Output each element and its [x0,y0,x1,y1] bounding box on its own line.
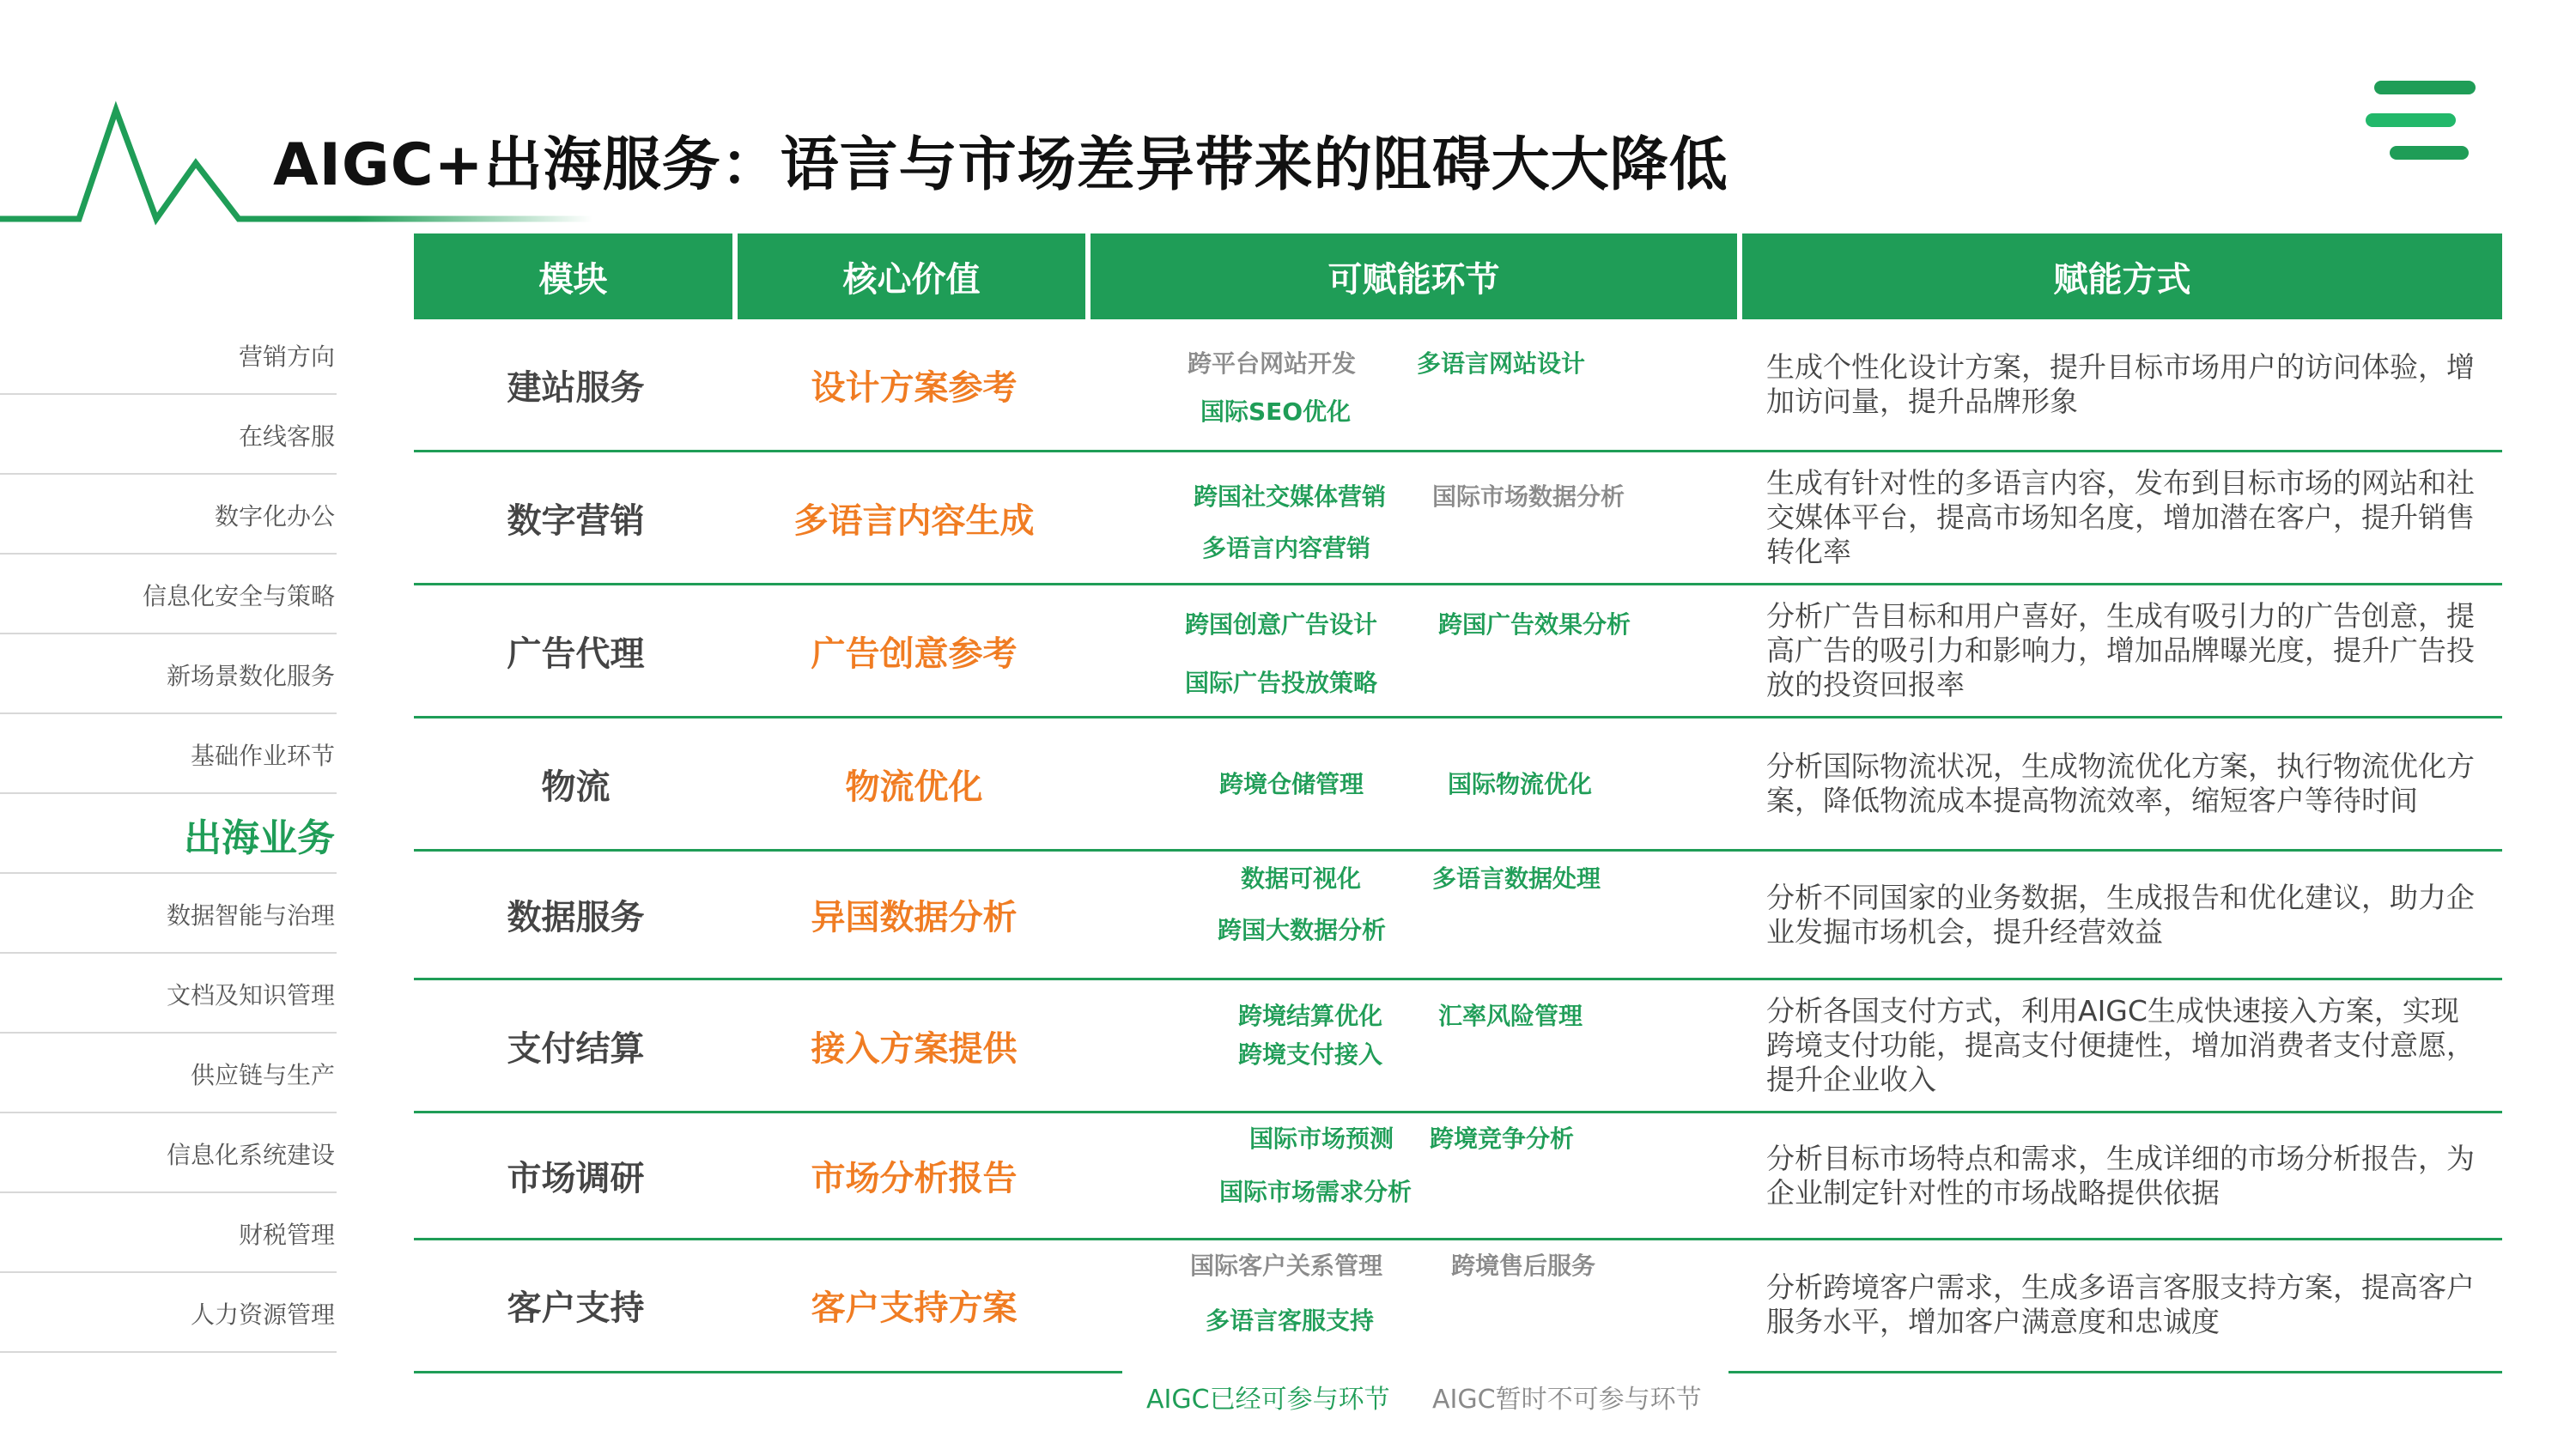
module-cell: 支付结算 [507,1028,645,1069]
table-row [414,980,2502,1113]
method-cell: 分析广告目标和用户喜好，生成有吸引力的广告创意，提高广告的吸引力和影响力，增加品牌曝光度，提升广告投放的投资回报率 [1766,599,2475,701]
header-enablement-stage: 可赋能环节 [1091,233,1742,319]
capability-table [414,233,2502,1369]
header-core-value: 核心价值 [738,233,1091,319]
table-row [414,852,2502,980]
core-value-cell: 接入方案提供 [811,1028,1018,1069]
method-cell: 分析目标市场特点和需求，生成详细的市场分析报告，为企业制定针对性的市场战略提供依据 [1766,1141,2475,1210]
header-enablement-method: 赋能方式 [1742,233,2502,319]
module-cell: 数据服务 [507,898,645,937]
table-row [414,1240,2502,1369]
stage-cell [1091,852,1742,978]
sidebar-item-online-service[interactable]: 在线客服 [0,397,337,475]
stage-tag: 国际SEO优化 [1200,397,1352,426]
core-value-cell: 设计方案参考 [811,367,1018,408]
core-value-cell: 多语言内容生成 [793,500,1035,541]
stage-tag: 国际市场预测 [1249,1125,1394,1153]
stage-cell [1091,585,1742,716]
sidebar-item-data-intelligence[interactable]: 数据智能与治理 [0,876,337,954]
stage-tag: 跨国社交媒体营销 [1194,482,1387,511]
sidebar-item-digital-office[interactable]: 数字化办公 [0,477,337,555]
table-row [414,452,2502,585]
stage-tag: 跨国创意广告设计 [1185,610,1378,639]
stage-tag: 多语言网站设计 [1417,349,1586,378]
stage-cell [1091,1240,1742,1369]
legend-enabled-label: AIGC已经可参与环节 [1146,1385,1390,1415]
module-cell: 广告代理 [507,634,645,674]
stage-tag: 跨国广告效果分析 [1438,610,1631,639]
stage-tag: 跨境结算优化 [1238,1002,1383,1030]
stage-cell [1091,980,1742,1111]
module-cell: 客户支持 [507,1288,645,1328]
stage-tag: 跨境仓储管理 [1219,770,1364,798]
stage-tag: 多语言客服支持 [1206,1307,1375,1335]
table-row [414,585,2502,718]
method-cell: 分析各国支付方式，利用AIGC生成快速接入方案，实现跨境支付功能，提高支付便捷性，增加消费者支付意愿，提升企业收入 [1766,994,2475,1096]
table-header [414,233,2502,319]
header-module: 模块 [414,233,738,319]
stage-tag: 国际广告投放策略 [1185,669,1378,697]
module-cell: 物流 [541,767,611,807]
core-value-cell: 物流优化 [845,767,983,807]
core-value-cell: 广告创意参考 [811,634,1018,674]
stage-tag: 跨境支付接入 [1238,1040,1383,1069]
stage-cell [1091,1113,1742,1238]
table-row [414,718,2502,852]
core-value-cell: 客户支持方案 [811,1288,1018,1328]
module-cell: 市场调研 [507,1159,645,1198]
stage-cell [1091,718,1742,849]
sidebar-item-hr[interactable]: 人力资源管理 [0,1276,337,1353]
sidebar-nav [0,318,337,1355]
sidebar-item-marketing[interactable]: 营销方向 [0,318,337,395]
page-title: AIGC+出海服务：语言与市场差异带来的阻碍大大降低 [273,131,1728,199]
method-cell: 生成个性化设计方案，提升目标市场用户的访问体验，增加访问量，提升品牌形象 [1766,350,2475,418]
method-cell: 生成有针对性的多语言内容，发布到目标市场的网站和社交媒体平台，提高市场知名度，增加潜在客户，提升销售转化率 [1766,466,2475,568]
table-row [414,1113,2502,1240]
stage-tag: 多语言数据处理 [1432,864,1601,893]
sidebar-item-supply-chain[interactable]: 供应链与生产 [0,1036,337,1113]
stage-tag: 国际客户关系管理 [1190,1252,1383,1280]
brand-logo-icon [2366,79,2477,165]
stage-cell [1091,452,1742,583]
method-cell: 分析不同国家的业务数据，生成报告和优化建议，助力企业发掘市场机会，提升经营效益 [1766,880,2475,949]
sidebar-item-overseas[interactable]: 出海业务 [0,797,337,874]
stage-cell [1091,319,1742,450]
stage-tag: 国际市场数据分析 [1432,482,1625,511]
table-row [414,319,2502,452]
stage-tag: 数据可视化 [1241,864,1362,893]
core-value-cell: 市场分析报告 [811,1159,1018,1198]
core-value-cell: 异国数据分析 [811,898,1018,937]
legend-rule-left [414,1371,1122,1373]
stage-tag: 汇率风险管理 [1438,1002,1583,1030]
stage-tag: 国际物流优化 [1448,770,1593,798]
sidebar-item-basic-ops[interactable]: 基础作业环节 [0,717,337,794]
method-cell: 分析国际物流状况，生成物流优化方案，执行物流优化方案，降低物流成本提高物流效率，缩短客户等待时间 [1766,749,2475,817]
module-cell: 建站服务 [507,367,645,408]
stage-tag: 多语言内容营销 [1202,534,1371,562]
legend-disabled-label: AIGC暂时不可参与环节 [1432,1385,1702,1415]
sidebar-item-document-knowledge[interactable]: 文档及知识管理 [0,956,337,1034]
stage-tag: 国际市场需求分析 [1219,1178,1413,1206]
stage-tag: 跨境竞争分析 [1430,1125,1575,1153]
stage-tag: 跨国大数据分析 [1218,916,1387,944]
legend-rule-right [1728,1371,2502,1373]
method-cell: 分析跨境客户需求，生成多语言客服支持方案，提高客户服务水平，增加客户满意度和忠诚度 [1766,1270,2475,1338]
module-cell: 数字营销 [507,500,645,541]
sidebar-item-finance-tax[interactable]: 财税管理 [0,1196,337,1273]
stage-tag: 跨平台网站开发 [1188,349,1357,378]
sidebar-item-info-security[interactable]: 信息化安全与策略 [0,557,337,634]
sidebar-item-it-system[interactable]: 信息化系统建设 [0,1116,337,1193]
sidebar-item-new-scenario[interactable]: 新场景数化服务 [0,637,337,714]
stage-tag: 跨境售后服务 [1451,1252,1596,1280]
